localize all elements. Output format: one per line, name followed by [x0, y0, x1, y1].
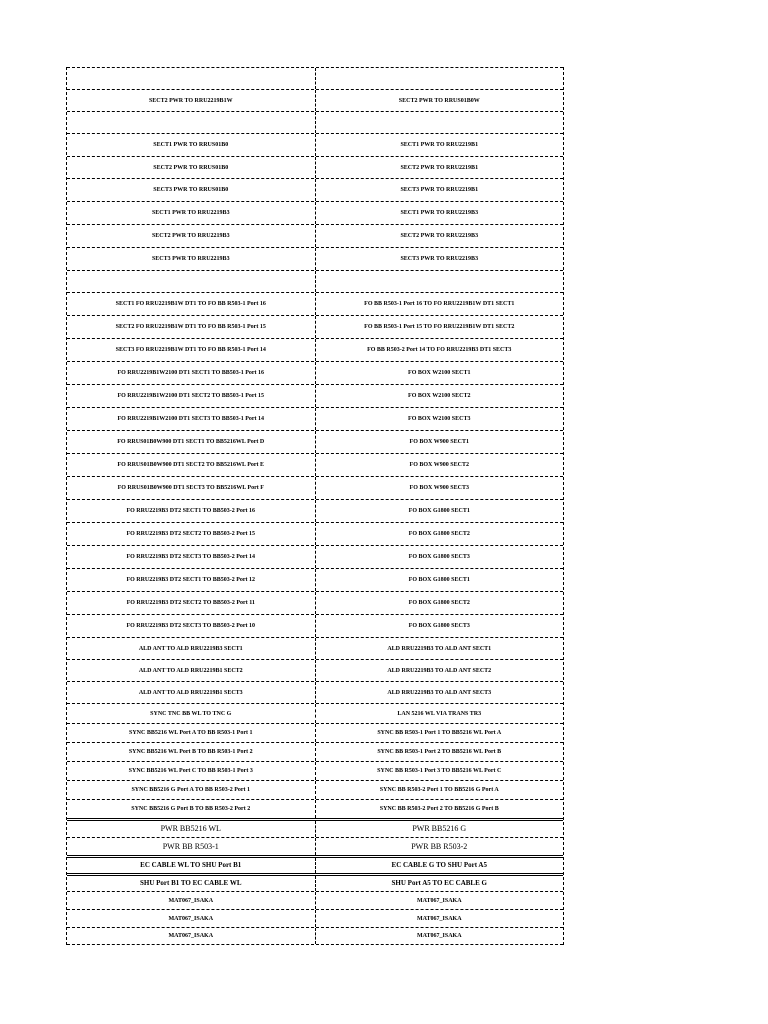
- cell-left: SECT2 FO RRU2219B1W DT1 TO FO BB R503-1 Port 15: [67, 316, 316, 338]
- cell-right: SECT2 PWR TO RRU2219B3: [400, 233, 479, 239]
- cell-left: MAT067_ISAKA: [67, 910, 316, 927]
- table-row: [67, 499, 563, 522]
- table-row: [67, 315, 563, 338]
- cell-right: FO BOX W2100 SECT2: [408, 393, 471, 399]
- cell-left: SYNC BB5216 WL Port A TO BB R503-1 Port 1: [67, 724, 316, 742]
- cell-right: [316, 68, 564, 89]
- table-row: [67, 224, 563, 247]
- cell-left: SECT2 PWR TO RRUS01B0: [67, 157, 316, 178]
- table-row: [67, 545, 563, 568]
- cell-left: MAT067_ISAKA: [67, 928, 316, 944]
- cell-right: PWR BB R503-2: [411, 841, 468, 851]
- cell-left: SECT3 FO RRU2219B1W DT1 TO FO BB R503-1 Port 14: [67, 339, 316, 361]
- cell-left: SECT3 PWR TO RRU2219B3: [67, 248, 316, 270]
- cell-right: SYNC BB R503-1 Port 1 TO BB5216 WL Port A: [377, 730, 502, 736]
- table-row: [67, 637, 563, 659]
- cell-right: FO BOX G1800 SECT1: [408, 577, 470, 583]
- table-row: [67, 111, 563, 133]
- cell-left: FO RRU2219B3 DT2 SECT1 TO BB503-2 Port 12: [67, 569, 316, 591]
- cell-left: SECT1 FO RRU2219B1W DT1 TO FO BB R503-1 Port 16: [67, 293, 316, 315]
- cell-right: FO BB R503-1 Port 15 TO FO RRU2219B1W DT1 SECT2: [364, 324, 515, 330]
- table-row: [67, 591, 563, 614]
- table-row: [67, 247, 563, 270]
- cell-right: FO BOX G1800 SECT1: [408, 508, 470, 514]
- cell-left: [67, 68, 316, 89]
- table-row: [67, 723, 563, 742]
- table-row: [67, 67, 563, 89]
- cell-right: EC CABLE G TO SHU Port A5: [391, 861, 487, 869]
- table-row: [67, 761, 563, 780]
- table-row: [67, 927, 563, 945]
- cell-left: FO RRUS01B0W900 DT1 SECT2 TO BB5216WL Port E: [67, 454, 316, 476]
- cell-left: SYNC BB5216 WL Port B TO BB R503-1 Port 2: [67, 743, 316, 761]
- cell-left: SECT1 PWR TO RRU2219B3: [67, 202, 316, 224]
- table-row: [67, 270, 563, 292]
- cell-left: SECT3 PWR TO RRUS01B0: [67, 179, 316, 201]
- cell-left: ALD ANT TO ALD RRU2219B3 SECT1: [67, 638, 316, 659]
- table-row: [67, 178, 563, 201]
- table-row: [67, 292, 563, 315]
- table-row: [67, 837, 563, 855]
- table-row: [67, 407, 563, 430]
- cell-right: FO BB R503-2 Port 14 TO FO RRU2219B3 DT1 SECT3: [367, 347, 512, 353]
- cell-left: FO RRUS01B0W900 DT1 SECT3 TO BB5216WL Port F: [67, 477, 316, 499]
- cell-left: FO RRU2219B1W2100 DT1 SECT3 TO BB503-1 Port 14: [67, 408, 316, 430]
- cell-right: SECT2 PWR TO RRU2219B1: [400, 164, 479, 171]
- cell-right: ALD RRU2219B3 TO ALD ANT SECT2: [387, 667, 492, 674]
- table-row: [67, 818, 563, 837]
- cell-right: ALD RRU2219B3 TO ALD ANT SECT1: [387, 645, 492, 652]
- cell-right: LAN 5216 WL VIA TRANS TR3: [397, 710, 482, 717]
- cell-right: FO BOX W900 SECT1: [409, 439, 469, 445]
- cell-right: MAT067_ISAKA: [416, 915, 462, 922]
- cell-left: MAT067_ISAKA: [67, 892, 316, 909]
- cell-left: FO RRU2219B3 DT2 SECT2 TO BB503-2 Port 11: [67, 592, 316, 614]
- cell-left: [67, 271, 316, 292]
- cell-left: ALD ANT TO ALD RRU2219B1 SECT3: [67, 682, 316, 703]
- cell-left: SECT2 PWR TO RRU2219B1W: [67, 90, 316, 111]
- table-row: [67, 476, 563, 499]
- table-row: [67, 799, 563, 818]
- table-row: [67, 522, 563, 545]
- table-row: [67, 614, 563, 637]
- cell-right: FO BOX G1800 SECT3: [408, 623, 470, 629]
- table-row: [67, 430, 563, 453]
- cell-right: SHU Port A5 TO EC CABLE G: [391, 879, 487, 887]
- cell-left: FO RRU2219B3 DT2 SECT1 TO BB503-2 Port 16: [67, 500, 316, 522]
- cell-right: FO BOX W900 SECT3: [409, 485, 469, 491]
- cell-left: [67, 112, 316, 133]
- cell-right: [316, 112, 564, 133]
- cell-left: SYNC BB5216 WL Port C TO BB R503-1 Port 3: [67, 762, 316, 780]
- cell-left: FO RRU2219B1W2100 DT1 SECT1 TO BB503-1 Port 16: [67, 362, 316, 384]
- cell-left: FO RRU2219B3 DT2 SECT3 TO BB503-2 Port 14: [67, 546, 316, 568]
- cell-right: MAT067_ISAKA: [416, 933, 462, 939]
- table-row: [67, 361, 563, 384]
- table-row: [67, 568, 563, 591]
- cell-right: SECT1 PWR TO RRU2219B1: [400, 142, 479, 148]
- table-row: [67, 891, 563, 909]
- cell-right: [316, 271, 564, 292]
- cell-right: FO BOX W900 SECT2: [409, 462, 469, 468]
- table-row: [67, 384, 563, 407]
- cell-right: SECT3 PWR TO RRU2219B3: [400, 256, 479, 262]
- table-row: [67, 133, 563, 156]
- cell-right: SYNC BB R503-2 Port 2 TO BB5216 G Port B: [379, 806, 499, 812]
- cell-left: FO RRU2219B3 DT2 SECT2 TO BB503-2 Port 15: [67, 523, 316, 545]
- cell-left: SHU Port B1 TO EC CABLE WL: [67, 876, 316, 891]
- table-row: [67, 659, 563, 681]
- label-sheet: [66, 67, 564, 945]
- cell-left: PWR BB5216 WL: [67, 821, 316, 837]
- cell-left: EC CABLE WL TO SHU Port B1: [67, 858, 316, 873]
- cell-right: SYNC BB R503-2 Port 1 TO BB5216 G Port A: [379, 787, 499, 793]
- cell-left: FO RRU2219B3 DT2 SECT3 TO BB503-2 Port 10: [67, 615, 316, 637]
- cell-right: SECT1 PWR TO RRU2219B3: [400, 210, 479, 216]
- cell-right: SYNC BB R503-1 Port 2 TO BB5216 WL Port B: [377, 749, 502, 755]
- table-row: [67, 909, 563, 927]
- cell-right: FO BOX W2100 SECT3: [408, 416, 471, 422]
- cell-left: SYNC TNC BB WL TO TNC G: [67, 704, 316, 723]
- cell-left: SECT2 PWR TO RRU2219B3: [67, 225, 316, 247]
- cell-right: MAT067_ISAKA: [416, 897, 462, 904]
- cell-left: SECT1 PWR TO RRUS01B0: [67, 134, 316, 156]
- cell-right: FO BOX G1800 SECT2: [408, 600, 470, 606]
- table-row: [67, 742, 563, 761]
- table-row: [67, 201, 563, 224]
- table-row: [67, 156, 563, 178]
- cell-right: PWR BB5216 G: [412, 824, 467, 833]
- cell-right: SYNC BB R503-1 Port 3 TO BB5216 WL Port C: [377, 768, 502, 774]
- cell-left: SYNC BB5216 G Port B TO BB R503-2 Port 2: [67, 800, 316, 818]
- table-row: [67, 338, 563, 361]
- table-row: [67, 873, 563, 891]
- cell-right: SECT3 PWR TO RRU2219B1: [400, 187, 479, 193]
- table-row: [67, 89, 563, 111]
- cell-left: FO RRUS01B0W900 DT1 SECT1 TO BB5216WL Port D: [67, 431, 316, 453]
- table-row: [67, 780, 563, 799]
- cell-right: FO BOX G1800 SECT3: [408, 554, 470, 560]
- cell-right: FO BOX W2100 SECT1: [408, 370, 471, 376]
- table-row: [67, 703, 563, 723]
- cell-left: PWR BB R503-1: [67, 838, 316, 855]
- cell-left: SYNC BB5216 G Port A TO BB R503-2 Port 1: [67, 781, 316, 799]
- table-row: [67, 855, 563, 873]
- table-row: [67, 453, 563, 476]
- table-row: [67, 681, 563, 703]
- cell-right: SECT2 PWR TO RRUS01B0W: [398, 97, 480, 104]
- cell-left: ALD ANT TO ALD RRU2219B1 SECT2: [67, 660, 316, 681]
- cell-right: ALD RRU2219B3 TO ALD ANT SECT3: [387, 689, 492, 696]
- cell-left: FO RRU2219B1W2100 DT1 SECT2 TO BB503-1 Port 15: [67, 385, 316, 407]
- cell-right: FO BB R503-1 Port 16 TO FO RRU2219B1W DT1 SECT1: [364, 301, 515, 307]
- cell-right: FO BOX G1800 SECT2: [408, 531, 470, 537]
